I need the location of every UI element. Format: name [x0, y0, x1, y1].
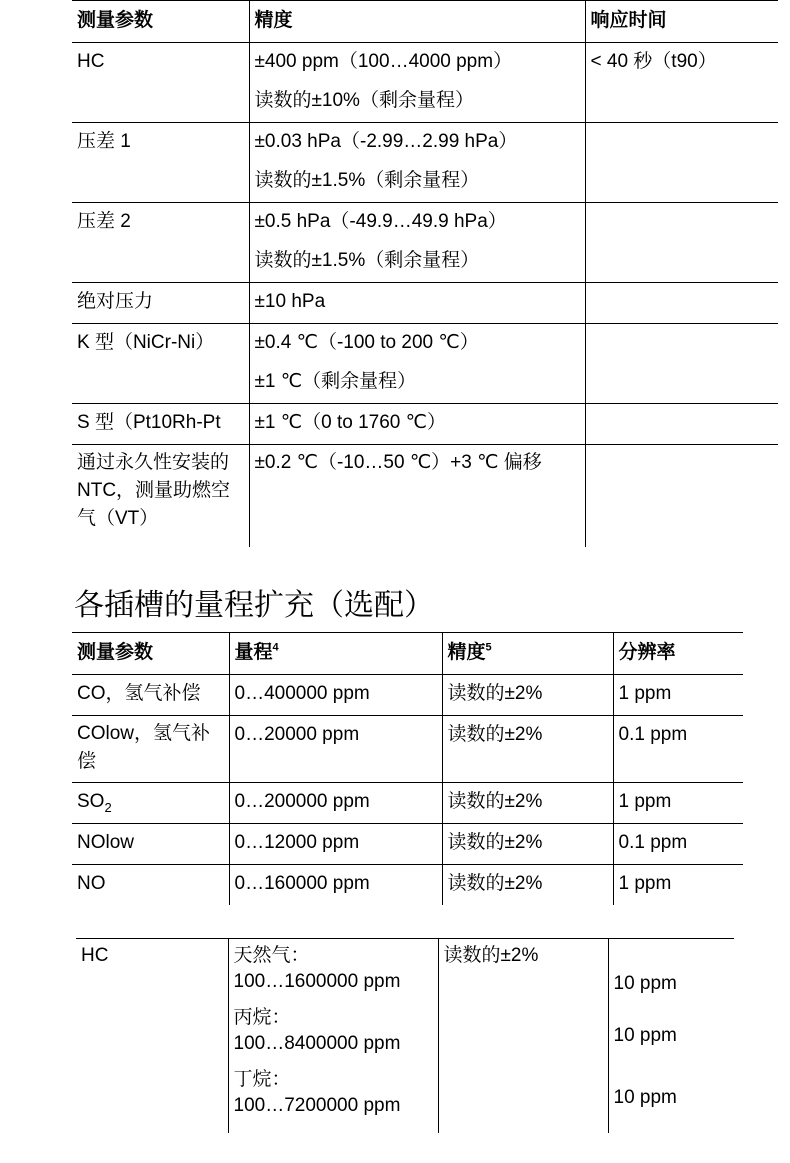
table-row	[72, 716, 743, 783]
table-row	[72, 675, 743, 716]
table-row	[72, 203, 778, 283]
range-cell: 0…200000 ppm	[229, 783, 442, 824]
table-header-row	[72, 633, 743, 675]
range-cell: 0…160000 ppm	[229, 865, 442, 906]
resolution-cell: 1 ppm	[613, 675, 743, 716]
accuracy-line: ±1 ℃（剩余量程）	[254, 371, 417, 392]
header-resolution: 分辨率	[613, 633, 743, 675]
resolution-cell: 1 ppm	[613, 783, 743, 824]
accuracy-cell: 读数的±2%	[442, 824, 613, 865]
table-row	[72, 824, 743, 865]
gas-label: 天然气：	[233, 945, 310, 966]
accuracy-cell: 读数的±2%	[442, 865, 613, 906]
resolution-value: 10 ppm	[613, 1025, 677, 1046]
header-response: 响应时间	[585, 1, 778, 43]
gas-range: 100…7200000 ppm	[233, 1095, 401, 1116]
param-cell: NOlow	[72, 824, 229, 865]
accuracy-line: ±400 ppm（100…4000 ppm）	[254, 51, 513, 72]
range-cell: 0…20000 ppm	[229, 716, 442, 783]
table-row	[72, 43, 778, 123]
accuracy-line: ±1 ℃（0 to 1760 ℃）	[254, 412, 446, 433]
response-cell: < 40 秒（t90）	[585, 43, 778, 123]
param-cell: 压差 2	[72, 203, 249, 283]
response-cell	[585, 203, 778, 283]
accuracy-cell	[249, 283, 585, 324]
accuracy-cell	[249, 203, 585, 283]
param-subscript: 2	[104, 799, 112, 815]
header-accuracy-label: 精度	[447, 642, 486, 663]
resolution-cell: 0.1 ppm	[613, 824, 743, 865]
param-cell: HC	[81, 945, 109, 966]
range-group	[234, 1067, 436, 1119]
header-range-label: 量程	[234, 642, 273, 663]
resolution-cell: 1 ppm	[613, 865, 743, 906]
table-row	[76, 939, 734, 1134]
response-cell	[585, 445, 778, 548]
param-cell: NO	[77, 873, 106, 894]
accuracy-cell	[249, 123, 585, 203]
gas-label: 丙烷：	[233, 1007, 291, 1028]
param-cell: 通过永久性安装的 NTC，测量助燃空气（VT）	[77, 452, 231, 529]
accuracy-cell: 读数的±2%	[442, 783, 613, 824]
param-cell: 绝对压力	[72, 283, 249, 324]
accuracy-cell	[249, 324, 585, 404]
hc-range-table	[76, 938, 734, 1133]
table-row	[72, 445, 778, 548]
accuracy-cell: 读数的±2%	[442, 716, 613, 783]
accuracy-line: 读数的±1.5%（剩余量程）	[254, 170, 480, 191]
accuracy-line: ±0.4 ℃（-100 to 200 ℃）	[254, 332, 479, 353]
response-cell	[585, 123, 778, 203]
accuracy-table	[72, 0, 778, 547]
response-cell	[585, 404, 778, 445]
header-range	[229, 633, 442, 675]
header-accuracy	[442, 633, 613, 675]
resolution-cell	[608, 939, 734, 1134]
resolution-value: 10 ppm	[613, 1087, 677, 1108]
header-param: 测量参数	[72, 1, 249, 43]
accuracy-cell: 读数的±2%	[438, 939, 608, 1134]
accuracy-line: ±0.03 hPa（-2.99…2.99 hPa）	[254, 131, 518, 152]
accuracy-cell	[249, 43, 585, 123]
table-row	[72, 324, 778, 404]
accuracy-line: 读数的±1.5%（剩余量程）	[254, 250, 480, 271]
table-row	[72, 283, 778, 324]
gas-label: 丁烷：	[233, 1069, 291, 1090]
param-cell: COlow，氢气补偿	[72, 716, 229, 783]
header-param: 测量参数	[72, 633, 229, 675]
param-cell: K 型（NiCr-Ni）	[72, 324, 249, 404]
footnote-5: 5	[485, 641, 492, 654]
range-extension-table	[72, 632, 743, 905]
gas-range: 100…8400000 ppm	[233, 1033, 401, 1054]
table-row	[72, 865, 743, 906]
param-cell	[72, 783, 229, 824]
accuracy-cell: 读数的±2%	[442, 675, 613, 716]
table-row	[72, 123, 778, 203]
accuracy-cell: ±0.2 ℃（-10…50 ℃）+3 ℃ 偏移	[249, 445, 585, 548]
param-cell: S 型（Pt10Rh-Pt	[72, 404, 249, 445]
range-cell	[228, 939, 438, 1134]
header-accuracy: 精度	[249, 1, 585, 43]
response-cell	[585, 324, 778, 404]
footnote-4: 4	[272, 641, 279, 654]
table-header-row	[72, 1, 778, 43]
resolution-cell: 0.1 ppm	[613, 716, 743, 783]
gas-range: 100…1600000 ppm	[233, 971, 401, 992]
range-group	[234, 1005, 436, 1057]
section-title: 各插槽的量程扩充（选配）	[74, 589, 434, 622]
range-group	[234, 943, 436, 995]
resolution-value: 10 ppm	[613, 973, 677, 994]
response-cell	[585, 283, 778, 324]
range-cell: 0…12000 ppm	[229, 824, 442, 865]
param-main: SO	[77, 791, 105, 812]
accuracy-cell	[249, 404, 585, 445]
accuracy-line: 读数的±10%（剩余量程）	[254, 90, 474, 111]
accuracy-line: ±10 hPa	[254, 291, 326, 312]
table-row	[72, 404, 778, 445]
param-cell: CO，氢气补偿	[72, 675, 229, 716]
range-cell: 0…400000 ppm	[229, 675, 442, 716]
param-cell: HC	[72, 43, 249, 123]
accuracy-line: ±0.5 hPa（-49.9…49.9 hPa）	[254, 211, 507, 232]
table-row	[72, 783, 743, 824]
param-cell: 压差 1	[72, 123, 249, 203]
